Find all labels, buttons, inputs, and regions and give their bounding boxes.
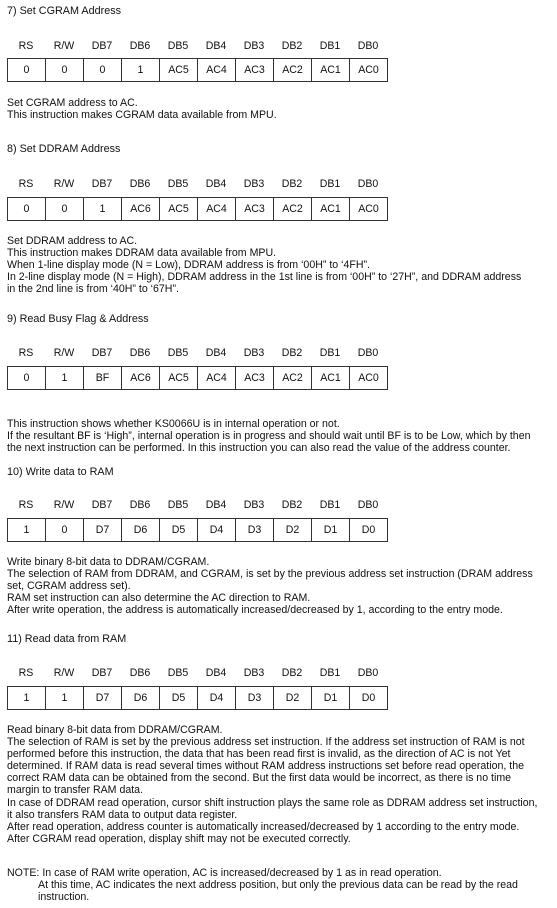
bit-value-cell: AC0: [350, 366, 388, 390]
note-block: [7, 867, 557, 903]
description-line: Set DDRAM address to AC.: [7, 235, 138, 247]
bit-value-cell: D7: [84, 518, 122, 542]
bit-header-cell: DB0: [357, 40, 379, 52]
description-line: the next instruction can be performed. In this instruction you can also read the value of the address counter.: [7, 442, 511, 455]
bit-header-cell: DB5: [167, 347, 189, 359]
description-line: This instruction makes DDRAM data available from MPU.: [7, 247, 277, 260]
bit-header-cell: R/W: [53, 667, 75, 679]
bit-header-cell: DB4: [205, 178, 227, 190]
bit-header-cell: DB0: [357, 347, 379, 359]
description-line: In case of DDRAM read operation, cursor shift instruction plays the same role as DDRAM address set instruction,: [7, 796, 538, 809]
description-line: The selection of RAM from DDRAM, and CGRAM, is set by the previous address set instruction (DRAM address: [7, 568, 533, 581]
bit-value-cell: D1: [312, 518, 350, 542]
description-line: margin to transfer RAM data.: [7, 784, 144, 797]
bit-value-cell: 0: [8, 366, 46, 390]
bit-header-cell: DB3: [243, 499, 265, 511]
bit-value-cell: AC2: [274, 58, 312, 82]
bit-value-cell: AC4: [198, 58, 236, 82]
note-line: instruction.: [38, 891, 90, 904]
bit-value-cell: D5: [160, 686, 198, 710]
bit-value-cell: 1: [84, 197, 122, 221]
bit-value-cell: AC1: [312, 197, 350, 221]
bit-header-cell: DB4: [205, 667, 227, 679]
bit-value-row: [7, 518, 388, 542]
bit-header-cell: DB0: [357, 178, 379, 190]
bit-value-cell: AC5: [160, 197, 198, 221]
bit-header-cell: DB1: [319, 40, 341, 52]
note-line: At this time, AC indicates the next address position, but only the previous data can be read by the read: [38, 879, 518, 892]
description-line: set, CGRAM address set).: [7, 580, 131, 593]
bit-header-cell: DB0: [357, 499, 379, 511]
description-line: The selection of RAM is set by the previous address set instruction. If the address set instruction of RAM is not: [7, 736, 525, 749]
description-line: correct RAM data can be obtained from the second. But the first data would be incorrect, as there is no time: [7, 772, 512, 785]
bit-value-cell: 0: [8, 197, 46, 221]
bit-value-cell: D6: [122, 518, 160, 542]
bit-value-cell: D4: [198, 686, 236, 710]
bit-value-row: [7, 366, 388, 390]
bit-header-cell: DB7: [91, 178, 113, 190]
bit-header-cell: DB1: [319, 347, 341, 359]
bit-value-cell: AC2: [274, 197, 312, 221]
description-line: Write binary 8-bit data to DDRAM/CGRAM.: [7, 556, 210, 568]
description-line: it also transfers RAM data to output data register.: [7, 808, 238, 821]
bit-header-cell: DB3: [243, 347, 265, 359]
bit-header-cell: DB5: [167, 40, 189, 52]
description-line: Set CGRAM address to AC.: [7, 97, 138, 109]
bit-header-cell: RS: [18, 347, 34, 359]
section-title: 9) Read Busy Flag & Address: [7, 313, 149, 325]
note-line: NOTE: In case of RAM write operation, AC is increased/decreased by 1 as in read operation.: [7, 867, 442, 879]
bit-value-cell: 1: [46, 366, 84, 390]
bit-header-cell: DB1: [319, 178, 341, 190]
description-line: determined. If RAM data is read several times without RAM address instructions set before read operation, the: [7, 760, 524, 773]
bit-header-cell: DB3: [243, 667, 265, 679]
bit-header-cell: DB4: [205, 347, 227, 359]
bit-value-cell: AC0: [350, 197, 388, 221]
bit-value-row: [7, 197, 388, 221]
description-line: in the 2nd line is from ‘40H” to ‘67H”.: [7, 283, 179, 296]
bit-value-cell: D3: [236, 686, 274, 710]
bit-header-cell: DB6: [129, 499, 151, 511]
description-line: Read binary 8-bit data from DDRAM/CGRAM.: [7, 724, 223, 736]
bit-header-cell: DB6: [129, 347, 151, 359]
bit-header-row: [7, 178, 387, 190]
bit-value-cell: AC6: [122, 197, 160, 221]
bit-header-cell: DB3: [243, 40, 265, 52]
bit-header-cell: DB2: [281, 667, 303, 679]
bit-value-cell: AC1: [312, 366, 350, 390]
bit-header-cell: R/W: [53, 40, 75, 52]
bit-header-cell: DB4: [205, 499, 227, 511]
description-line: In 2-line display mode (N = High), DDRAM address in the 1st line is from ‘00H” to ‘27H”, and DDRAM address: [7, 271, 522, 284]
bit-header-row: [7, 40, 387, 52]
bit-value-row: [7, 58, 388, 82]
section-title: 10) Write data to RAM: [7, 466, 114, 478]
bit-value-cell: 0: [8, 58, 46, 82]
section-description: [7, 724, 557, 845]
bit-header-cell: DB7: [91, 347, 113, 359]
bit-value-cell: AC5: [160, 366, 198, 390]
description-line: If the resultant BF is ‘High”, internal operation is in progress and should wait until BF is to be Low, which by then: [7, 430, 531, 443]
bit-header-cell: DB0: [357, 667, 379, 679]
section-description: [7, 418, 557, 454]
bit-header-cell: DB2: [281, 499, 303, 511]
bit-value-cell: AC3: [236, 366, 274, 390]
bit-header-cell: DB7: [91, 499, 113, 511]
bit-header-row: [7, 667, 387, 679]
bit-value-cell: 0: [46, 518, 84, 542]
bit-value-cell: D4: [198, 518, 236, 542]
bit-header-cell: RS: [18, 499, 34, 511]
bit-header-cell: DB7: [91, 667, 113, 679]
bit-value-cell: 0: [84, 58, 122, 82]
bit-value-cell: AC3: [236, 58, 274, 82]
bit-header-cell: DB1: [319, 667, 341, 679]
bit-value-cell: D1: [312, 686, 350, 710]
bit-value-cell: AC4: [198, 366, 236, 390]
bit-value-cell: 1: [8, 686, 46, 710]
bit-value-cell: D5: [160, 518, 198, 542]
section-title: 8) Set DDRAM Address: [7, 143, 121, 155]
bit-value-cell: D0: [350, 686, 388, 710]
bit-header-cell: DB5: [167, 499, 189, 511]
bit-value-cell: AC5: [160, 58, 198, 82]
section-title: 11) Read data from RAM: [7, 633, 127, 645]
bit-header-cell: DB7: [91, 40, 113, 52]
bit-value-cell: AC6: [122, 366, 160, 390]
bit-header-cell: DB4: [205, 40, 227, 52]
bit-value-cell: 1: [46, 686, 84, 710]
bit-header-cell: DB6: [129, 667, 151, 679]
description-line: RAM set instruction can also determine the AC direction to RAM.: [7, 592, 311, 605]
description-line: When 1-line display mode (N = Low), DDRAM address is from ‘00H” to ‘4FH”.: [7, 259, 370, 272]
bit-header-cell: DB5: [167, 667, 189, 679]
bit-header-cell: DB2: [281, 347, 303, 359]
section-title: 7) Set CGRAM Address: [7, 5, 122, 17]
bit-value-cell: D0: [350, 518, 388, 542]
bit-header-row: [7, 499, 387, 511]
bit-value-cell: 0: [46, 197, 84, 221]
bit-value-cell: D2: [274, 518, 312, 542]
description-line: This instruction makes CGRAM data available from MPU.: [7, 109, 277, 122]
bit-value-cell: AC1: [312, 58, 350, 82]
bit-header-cell: DB6: [129, 40, 151, 52]
bit-value-row: [7, 686, 388, 710]
bit-header-cell: DB2: [281, 40, 303, 52]
bit-header-cell: RS: [18, 40, 34, 52]
bit-header-cell: R/W: [53, 499, 75, 511]
bit-header-cell: RS: [18, 178, 34, 190]
bit-header-cell: RS: [18, 667, 34, 679]
description-line: After CGRAM read operation, display shift may not be executed correctly.: [7, 832, 351, 845]
bit-value-cell: 1: [122, 58, 160, 82]
bit-header-cell: DB6: [129, 178, 151, 190]
bit-header-cell: DB5: [167, 178, 189, 190]
description-line: performed before this instruction, the data that has been read first is invalid, as the direction of AC is not Yet: [7, 748, 511, 761]
bit-value-cell: AC4: [198, 197, 236, 221]
bit-header-cell: DB1: [319, 499, 341, 511]
bit-value-cell: D6: [122, 686, 160, 710]
description-line: This instruction shows whether KS0066U is in internal operation or not.: [7, 418, 340, 430]
section-description: [7, 97, 557, 121]
bit-value-cell: 1: [8, 518, 46, 542]
bit-header-cell: R/W: [53, 347, 75, 359]
bit-header-cell: R/W: [53, 178, 75, 190]
bit-value-cell: AC3: [236, 197, 274, 221]
bit-value-cell: D2: [274, 686, 312, 710]
bit-header-cell: DB2: [281, 178, 303, 190]
bit-value-cell: 0: [46, 58, 84, 82]
bit-value-cell: D3: [236, 518, 274, 542]
bit-value-cell: AC0: [350, 58, 388, 82]
section-description: [7, 235, 557, 295]
bit-value-cell: BF: [84, 366, 122, 390]
description-line: After write operation, the address is automatically increased/decreased by 1, according to the entry mode.: [7, 604, 503, 617]
bit-value-cell: AC2: [274, 366, 312, 390]
bit-header-row: [7, 347, 387, 359]
description-line: After read operation, address counter is automatically increased/decreased by 1 according to the entry mode.: [7, 820, 520, 833]
bit-value-cell: D7: [84, 686, 122, 710]
bit-header-cell: DB3: [243, 178, 265, 190]
section-description: [7, 556, 557, 616]
